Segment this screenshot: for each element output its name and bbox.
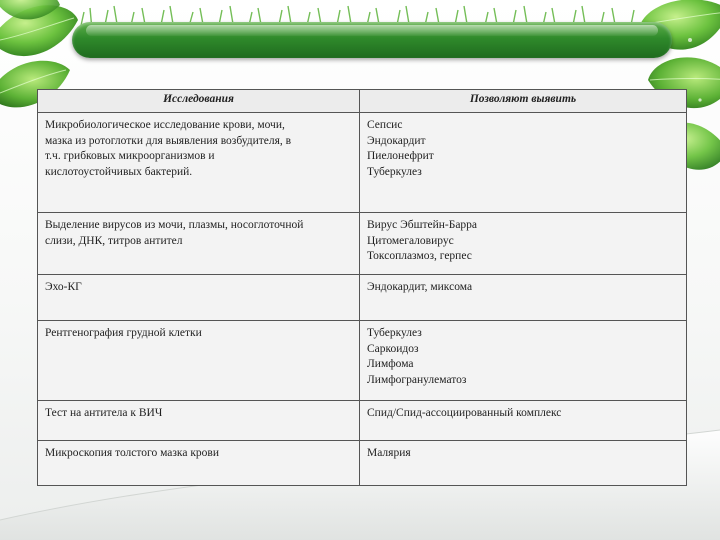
detects-line: Лимфома xyxy=(367,358,414,371)
table-header-row xyxy=(38,90,687,113)
detects-cell xyxy=(360,113,687,213)
detects-cell xyxy=(360,321,687,401)
study-cell xyxy=(38,275,360,321)
detects-line: Эндокардит, миксома xyxy=(367,281,473,293)
detects-line: Лимфогранулематоз xyxy=(367,373,467,386)
detects-line: Туберкулез xyxy=(367,165,422,178)
study-line: Рентгенография грудной клетки xyxy=(45,327,202,339)
header-studies: Исследования xyxy=(38,90,360,113)
study-cell xyxy=(38,213,360,275)
title-bar xyxy=(72,22,672,58)
detects-line: Сепсис xyxy=(367,119,403,131)
study-cell xyxy=(38,401,360,441)
study-line: кислотоустойчивых бактерий. xyxy=(45,165,193,178)
research-table xyxy=(37,89,687,486)
study-line: Тест на антитела к ВИЧ xyxy=(45,407,163,419)
detects-cell xyxy=(360,401,687,441)
detects-line: Спид/Спид-ассоциированный комплекс xyxy=(367,407,562,419)
study-line: т.ч. грибковых микроорганизмов и xyxy=(45,150,215,163)
study-cell xyxy=(38,113,360,213)
study-cell xyxy=(38,441,360,486)
detects-line: Пиелонефрит xyxy=(367,150,434,163)
detects-cell xyxy=(360,441,687,486)
study-line: мазка из ротоглотки для выявления возбудителя, в xyxy=(45,134,292,147)
study-line: Эхо-КГ xyxy=(45,281,82,293)
table-row xyxy=(38,113,687,213)
study-line: Микробиологическое исследование крови, мочи, xyxy=(45,119,285,131)
study-line: слизи, ДНК, титров антител xyxy=(45,234,183,247)
study-line: Микроскопия толстого мазка крови xyxy=(45,447,219,459)
study-cell xyxy=(38,321,360,401)
detects-line: Цитомегаловирус xyxy=(367,234,454,247)
detects-line: Туберкулез xyxy=(367,327,422,339)
table-row xyxy=(38,441,687,486)
detects-line: Эндокардит xyxy=(367,134,426,147)
study-line: Выделение вирусов из мочи, плазмы, носоглоточной xyxy=(45,219,304,231)
table-row xyxy=(38,213,687,275)
header-detects: Позволяют выявить xyxy=(360,90,687,113)
table-row xyxy=(38,275,687,321)
detects-line: Саркоидоз xyxy=(367,342,419,355)
detects-cell xyxy=(360,275,687,321)
title-bar-gloss xyxy=(86,25,658,36)
table-row xyxy=(38,401,687,441)
detects-line: Вирус Эбштейн-Барра xyxy=(367,219,478,231)
detects-line: Малярия xyxy=(367,447,411,459)
detects-line: Токсоплазмоз, герпес xyxy=(367,250,472,263)
table-row xyxy=(38,321,687,401)
detects-cell xyxy=(360,213,687,275)
